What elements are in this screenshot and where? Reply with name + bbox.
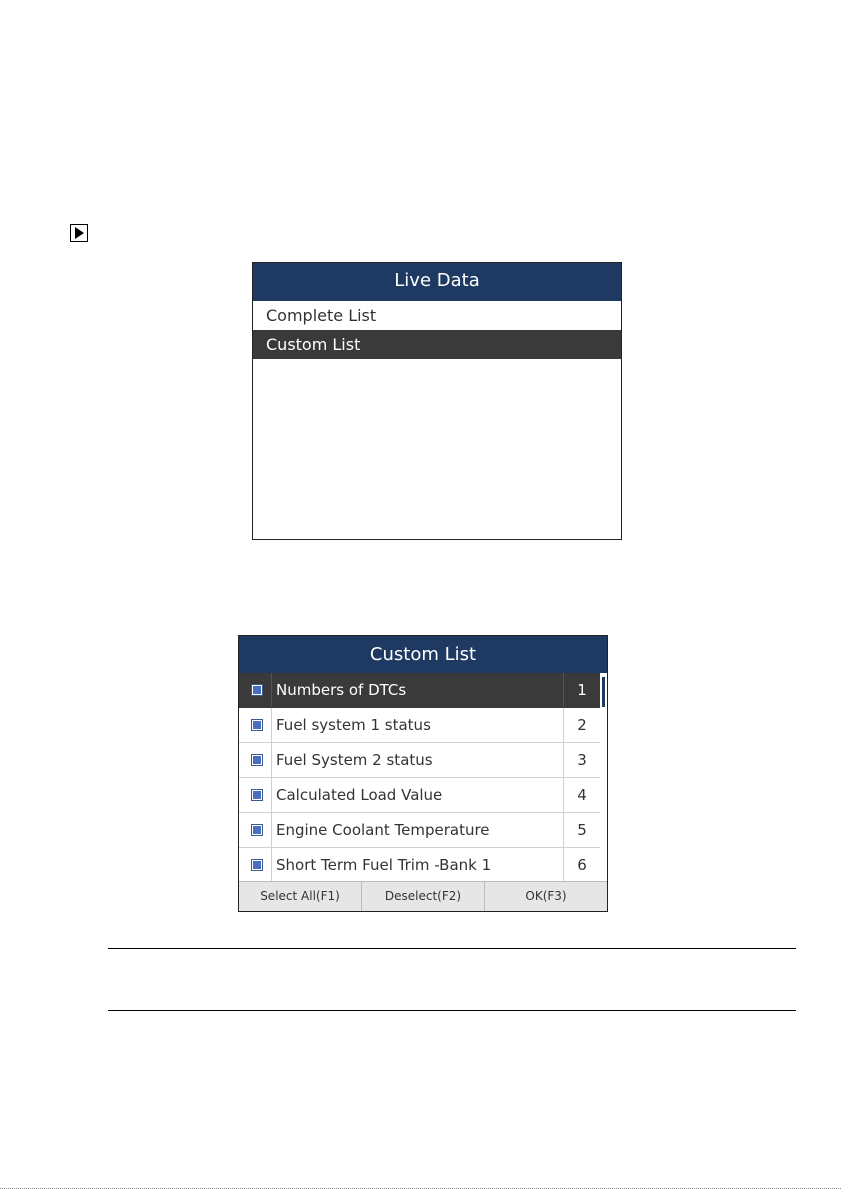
page-bottom-dotted-line — [0, 1188, 841, 1189]
custom-list-screen — [238, 635, 608, 912]
checkbox-checked-icon[interactable] — [251, 719, 263, 731]
checkbox-checked-icon[interactable] — [251, 754, 263, 766]
menu-item-complete-list[interactable]: Complete List — [266, 306, 377, 325]
checkbox-checked-icon[interactable] — [251, 859, 263, 871]
checkbox-checked-icon[interactable] — [251, 824, 263, 836]
list-item[interactable] — [239, 673, 600, 708]
list-item[interactable] — [239, 813, 600, 848]
list-item-number: 1 — [563, 673, 600, 707]
menu-item-custom-list[interactable]: Custom List — [253, 330, 621, 359]
pid-list — [239, 673, 607, 881]
live-data-title: Live Data — [253, 263, 621, 301]
list-item-label: Calculated Load Value — [276, 786, 443, 804]
list-item-label: Numbers of DTCs — [276, 681, 407, 699]
deselect-button[interactable]: Deselect(F2) — [362, 882, 485, 911]
play-bullet-icon — [70, 224, 88, 242]
scrollbar[interactable] — [602, 677, 605, 707]
list-item-number: 5 — [563, 813, 600, 847]
function-key-bar — [239, 881, 607, 911]
list-item[interactable] — [239, 743, 600, 778]
custom-list-title: Custom List — [239, 636, 607, 673]
list-item-label: Fuel system 1 status — [276, 716, 431, 734]
list-item-label: Fuel System 2 status — [276, 751, 433, 769]
live-data-screen — [252, 262, 622, 540]
list-item-label: Short Term Fuel Trim -Bank 1 — [276, 856, 492, 874]
list-item[interactable] — [239, 778, 600, 813]
list-item[interactable] — [239, 848, 600, 881]
list-item-number: 3 — [563, 743, 600, 777]
list-item-number: 6 — [563, 848, 600, 881]
checkbox-checked-icon[interactable] — [251, 684, 263, 696]
select-all-button[interactable]: Select All(F1) — [239, 882, 362, 911]
ok-button[interactable]: OK(F3) — [525, 889, 567, 903]
list-item[interactable] — [239, 708, 600, 743]
list-item-label: Engine Coolant Temperature — [276, 821, 490, 839]
note-top-rule — [108, 948, 796, 949]
list-item-number: 4 — [563, 778, 600, 812]
checkbox-checked-icon[interactable] — [251, 789, 263, 801]
note-bottom-rule — [108, 1010, 796, 1011]
list-item-number: 2 — [563, 708, 600, 742]
